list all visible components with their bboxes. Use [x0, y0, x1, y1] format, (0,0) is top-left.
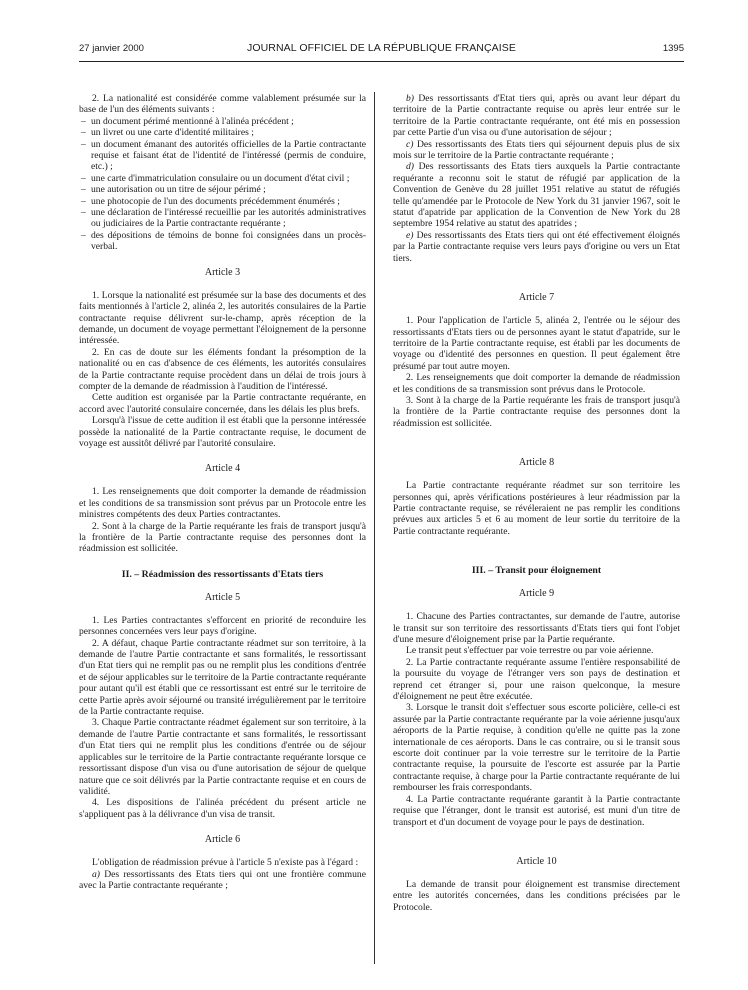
- item-text: Des ressortissants d'Etat tiers qui, après ou avant leur départ du territoire de la Partie contractante requise ou après leur entrée sur le territoire de la Partie contractante requérante, ont été mis en possession par cette Partie d'un visa ou d'une autorisation de séjour ;: [393, 93, 680, 139]
- paragraph: 1. Chacune des Parties contractantes, sur demande de l'autre, autorise le transit sur son territoire des ressortissants d'Etats tiers qui font l'objet d'une mesure d'éloignement prise par la Partie requérante.: [393, 611, 680, 645]
- paragraph: 1. Les Parties contractantes s'efforcent en priorité de reconduire les personnes concernées vers leur pays d'origine.: [79, 614, 366, 638]
- list-item: – des dépositions de témoins de bonne foi consignées dans un procès-verbal.: [79, 230, 366, 253]
- header-date: 27 janvier 2000: [79, 43, 144, 54]
- list-item: – une carte d'immatriculation consulaire ou un document d'état civil ;: [79, 173, 366, 184]
- list-item: – une photocopie de l'un des documents précédemment énumérés ;: [79, 196, 366, 207]
- list-item: – une autorisation ou un titre de séjour périmé ;: [79, 184, 366, 195]
- paragraph: 3. Lorsque le transit doit s'effectuer sous escorte policière, celle-ci est assurée par la Partie contractante requérante par la voie aérienne jusqu'aux aéroports de la Partie requise, à condition qu'elle ne quitte pas la zone internationale de ces aéroports. Dans le cas contraire, ou si le transit sous escorte doit continuer par la voie terrestre sur le territoire de la Partie contractante requise, la poursuite de l'escorte est assurée par la Partie contractante requise, à charge pour la Partie contractante requérante de lui rembourser les frais correspondants.: [393, 702, 680, 794]
- article-4-heading: Article 4: [204, 463, 241, 475]
- article-3-heading: Article 3: [204, 266, 241, 278]
- section-3-heading: III. – Transit pour éloignement: [471, 565, 602, 577]
- list-item: – un document périmé mentionné à l'alinéa précédent ;: [79, 116, 366, 127]
- item-label: e): [406, 229, 414, 241]
- item-text: Des ressortissants des Etats tiers qui séjournent depuis plus de six mois sur le territoire de la Partie contractante requérante ;: [393, 138, 680, 162]
- article-6-heading: Article 6: [204, 834, 241, 846]
- item-text: Des ressortissants des Etats tiers qui ont été effectivement éloignés par la Partie contractante requise vers leurs pays d'origine ou vers un Etat tiers.: [393, 229, 680, 264]
- item-text: Des ressortissants des Etats tiers auxquels la Partie contractante requérante a reconnu soit le statut de réfugié par application de la Convention de Genève du 28 juillet 1951 relative au statut de réfugiés telle qu'amendée par le Protocole de New York du 31 janvier 1967, soit le statut d'apatride par application de la Convention de New York du 28 septembre 1954 relative au statut des apatrides ;: [393, 161, 680, 230]
- paragraph: [393, 161, 680, 229]
- paragraph: Cette audition est organisée par la Partie contractante requérante, en accord avec l'autorité consulaire concernée, dans les délais les plus brefs.: [79, 392, 366, 415]
- header-rule: [79, 61, 684, 62]
- paragraph: La demande de transit pour éloignement est transmise directement entre les autorités concernées, dans les conditions précisées par le Protocole.: [393, 878, 680, 913]
- paragraph: [393, 139, 680, 162]
- paragraph: 2. En cas de doute sur les éléments fondant la présomption de la nationalité ou en cas d'absence de ces éléments, les autorités consulaires de la Partie contractante requise procèdent dans un délai de trois jours à compter de la demande de réadmission à l'audition de l'intéressé.: [79, 346, 366, 392]
- page-header: [79, 40, 684, 56]
- item-label: c): [406, 138, 414, 150]
- paragraph: [393, 93, 680, 139]
- list-item: – un document émanant des autorités officielles de la Partie contractante requise et faisant état de l'identité de l'intéressé (permis de conduire, etc.) ;: [79, 139, 366, 173]
- list-item: – un livret ou une carte d'identité militaires ;: [79, 127, 366, 138]
- right-column: [393, 93, 680, 913]
- page-number: 1395: [662, 43, 684, 54]
- paragraph: 2. Sont à la charge de la Partie requérante les frais de transport jusqu'à la frontière de la Partie contractante requise des personnes dont la réadmission est sollicitée.: [79, 520, 366, 555]
- paragraph: 1. Les renseignements que doit comporter la demande de réadmission et les conditions de sa transmission sont prévus par un Protocole entre les ministres compétents des deux Parties contractantes.: [79, 486, 366, 521]
- paragraph: [393, 230, 680, 264]
- column-divider: [374, 92, 375, 964]
- paragraph: [79, 869, 366, 892]
- list-item: – une déclaration de l'intéressé recueillie par les autorités administratives ou judiciaires de la Partie contractante requérante ;: [79, 207, 366, 230]
- article-10-heading: Article 10: [516, 855, 557, 867]
- journal-title: JOURNAL OFFICIEL DE LA RÉPUBLIQUE FRANÇAISE: [247, 42, 516, 54]
- section-2-heading: II. – Réadmission des ressortissants d'Etats tiers: [121, 568, 324, 580]
- paragraph: 3. Sont à la charge de la Partie requérante les frais de transport jusqu'à la frontière de la Partie contractante requise des personnes dont la réadmission est sollicitée.: [393, 394, 680, 429]
- paragraph: Lorsqu'à l'issue de cette audition il est établi que la personne intéressée possède la nationalité de la Partie contractante requise, le document de voyage est aussitôt délivré par l'autorité consulaire.: [79, 415, 366, 449]
- item-label: b): [406, 93, 414, 104]
- article-8-heading: Article 8: [518, 457, 555, 469]
- paragraph: 4. La Partie contractante requérante garantit à la Partie contractante requise que l'étranger, dont le transit est autorisé, est muni d'un titre de transport et d'un document de voyage pour le pays de destination.: [393, 793, 680, 828]
- left-column: [79, 93, 366, 891]
- article-9-heading: Article 9: [518, 588, 555, 600]
- paragraph: 4. Les dispositions de l'alinéa précédent du présent article ne s'appliquent pas à la délivrance d'un visa de transit.: [79, 797, 366, 820]
- item-text: Des ressortissants des Etats tiers qui ont une frontière commune avec la Partie contractante requérante ;: [79, 868, 366, 891]
- paragraph: 2. A défaut, chaque Partie contractante réadmet sur son territoire, à la demande de l'autre Partie contractante et sans formalités, le ressortissant d'un Etat tiers qui ne remplit pas ou ne remplit plus les conditions d'entrée et de séjour applicables sur le territoire de la Partie contractante requérante pour autant qu'il est établi que ce ressortissant est entré sur le territoire de cette Partie après avoir séjourné ou transité irrégulièrement par le territoire de la Partie contractante requise.: [79, 637, 366, 718]
- paragraph: L'obligation de réadmission prévue à l'article 5 n'existe pas à l'égard :: [92, 857, 359, 869]
- item-label: d): [406, 161, 414, 173]
- paragraph: 2. Les renseignements que doit comporter la demande de réadmission et les conditions de sa transmission sont prévus dans le Protocole.: [393, 372, 680, 395]
- paragraph: 1. Lorsque la nationalité est présumée sur la base des documents et des faits mentionnés à l'article 2, alinéa 2, les autorités consulaires de la Partie contractante requise délivrent sur-le-champ, après réception de la demande, un document de voyage permettant l'éloignement de la personne intéressée.: [79, 289, 366, 347]
- paragraph: 2. La Partie contractante requérante assume l'entière responsabilité de la poursuite du voyage de l'étranger vers son pays de destination et reprend cet étranger si, pour une raison quelconque, la mesure d'éloignement ne peut être exécutée.: [393, 656, 680, 703]
- paragraph: La Partie contractante requérante réadmet sur son territoire les personnes qui, après vérifications postérieures à leur réadmission par la Partie contractante requise, se révéleraient ne pas remplir les conditions prévues aux articles 5 et 6 au moment de leur sortie du territoire de la Partie contractante requérante.: [393, 480, 680, 537]
- paragraph: Le transit peut s'effectuer par voie terrestre ou par voie aérienne.: [406, 645, 654, 657]
- article-7-heading: Article 7: [518, 292, 555, 304]
- article-5-heading: Article 5: [204, 591, 241, 603]
- paragraph: 3. Chaque Partie contractante réadmet également sur son territoire, à la demande de l'autre Partie contractante et sans formalités, le ressortissant d'un Etat tiers qui ne remplit plus les conditions d'entrée ou de séjour applicables sur le territoire de la Partie contractante requérante lorsque ce ressortissant dispose d'un visa ou d'une autorisation de séjour de quelque nature que ce soit délivrés par la Partie contractante requise et en cours de validité.: [79, 717, 366, 797]
- item-label: a): [92, 868, 100, 880]
- paragraph: 1. Pour l'application de l'article 5, alinéa 2, l'entrée ou le séjour des ressortissants d'Etats tiers ou de personnes ayant le statut d'apatride, sur le territoire de la Partie contractante requise, est établi par les documents de voyage ou d'identité des personnes en question. Il peut également être présumé par tout autre moyen.: [393, 315, 680, 372]
- paragraph: 2. La nationalité est considérée comme valablement présumée sur la base de l'un des éléments suivants :: [79, 93, 366, 116]
